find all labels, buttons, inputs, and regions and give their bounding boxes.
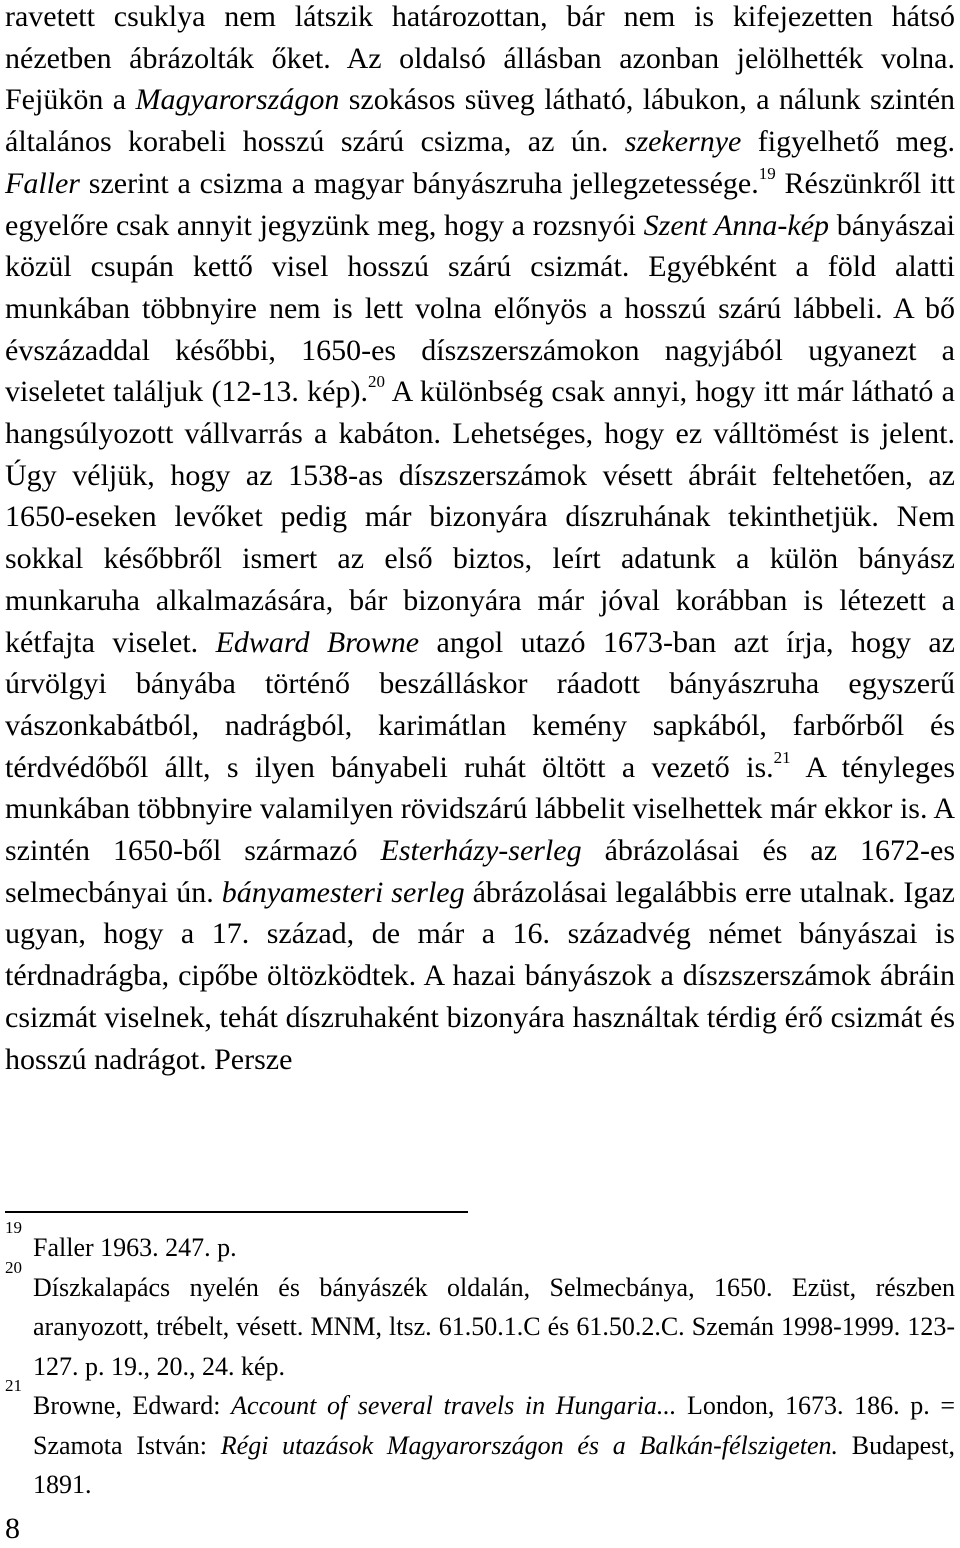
text-run: ábrázolásai legalábbis erre utalnak. Igaz ugyan, hogy a 17. század, de már a 16. századvég német bányászai is térdnadrágba, cipőbe öltözködtek. A hazai bányászok a díszszerszámok ábráin csizmát viselnek, tehát díszruhaként bizonyára használtak térdig érő csizmát és hosszú nadrágot. Persze: [5, 875, 955, 1076]
text-run: angol utazó 1673-ban azt írja, hogy az úrvölgyi bányába történő beszálláskor ráadott bányászruha egyszerű vászonkabátból, nadrágból, karimátlan kemény sapkából, farbőrből és térdvédőből állt, s ilyen bányabeli ruhát öltött a vezető is.: [5, 625, 955, 784]
footnote-text: Díszkalapács nyelén és bányászék oldalán, Selmecbánya, 1650. Ezüst, részben aranyozott, trébelt, vésett. MNM, ltsz. 61.50.1.C és 61.50.2.C. Szemán 1998-1999. 123-127. p. 19., 20., 24. kép.: [33, 1272, 955, 1381]
footnotes: [5, 1218, 955, 1505]
text-run: szokásos süveg látható, lábukon, a nálunk szintén általános korabeli hosszú szárú csizma, az ún.: [5, 83, 956, 159]
text-run: A tényleges munkában többnyire valamilyen rövidszárú lábbelit viselhettek már ekkor is. A szintén 1650-ből származó: [5, 750, 955, 868]
italic-term: Edward Browne: [215, 625, 420, 659]
text-run: figyelhető meg.: [741, 125, 955, 159]
footnote-19: [5, 1218, 955, 1268]
footnote-number: 19: [5, 1218, 22, 1237]
italic-term: Szent Anna-kép: [643, 208, 830, 242]
footnote-number: 20: [5, 1257, 22, 1277]
footnote-21: [5, 1376, 955, 1505]
footnote-title: Account of several travels in Hungaria...: [231, 1391, 677, 1420]
page-number: 8: [5, 1512, 20, 1545]
main-paragraph: [5, 0, 955, 1080]
text-run: bányászai közül csupán kettő visel hosszú szárú csizmát. Egyébként a föld alatti munkában többnyire nem is lett volna előnyös a hosszú szárú lábbeli. A bő évszázaddal későbbi, 1650-es díszszerszámokon nagyjából ugyanezt a viseletet találjuk (12-13. kép).: [5, 208, 956, 409]
footnote-ref-21[interactable]: 21: [773, 747, 791, 767]
footnote-20: [5, 1257, 955, 1387]
footnote-ref-19[interactable]: 19: [758, 163, 776, 183]
text-run: ábrázolásai és az 1672-es selmecbányai ún.: [5, 834, 956, 909]
body-text: [5, 0, 955, 1080]
footnote-separator: [5, 1211, 468, 1213]
footnote-title: Régi utazások Magyarországon és a Balkán-félszigeten.: [220, 1430, 838, 1460]
italic-term: Esterházy-serleg: [380, 834, 582, 868]
footnote-ref-20[interactable]: 20: [367, 372, 385, 392]
text-run: szerint a csizma a magyar bányászruha jellegzetessége.: [80, 166, 759, 200]
footnote-text: Budapest, 1891.: [33, 1430, 955, 1499]
footnote-number: 21: [5, 1376, 22, 1395]
text-run: ravetett csuklya nem látszik határozottan, bár nem is kifejezetten hátsó nézetben ábrázolták őket. Az oldalsó állásban azonban jelölhették volna. Fejükön a: [5, 0, 955, 117]
footnote-text: Faller 1963. 247. p.: [33, 1233, 237, 1262]
italic-term: Magyarországon: [135, 83, 340, 117]
text-run: A különbség csak annyi, hogy itt már látható a hangsúlyozott vállvarrás a kabáton. Lehetséges, hogy ez válltömést is jelent. Úgy véljük, hogy az 1538-as díszszerszámok vésett ábráit feltehetően, az 1650-eseken levőket pedig már bizonyára díszruhának tekinthetjük. Nem sokkal későbbről ismert az első biztos, leírt adatunk a külön bányász munkaruha alkalmazására, bár bizonyára már jóval korábban is létezett a kétfajta viselet.: [5, 375, 956, 659]
italic-term: Faller: [5, 166, 80, 200]
text-run: Részünkről itt egyelőre csak annyit jegyzünk meg, hogy a rozsnyói: [5, 166, 955, 242]
footnote-text: Browne, Edward:: [33, 1391, 232, 1420]
italic-term: szekernye: [624, 125, 742, 159]
italic-term: bányamesteri serleg: [221, 875, 465, 909]
footnote-text: London, 1673. 186. p. = Szamota István:: [33, 1391, 955, 1460]
